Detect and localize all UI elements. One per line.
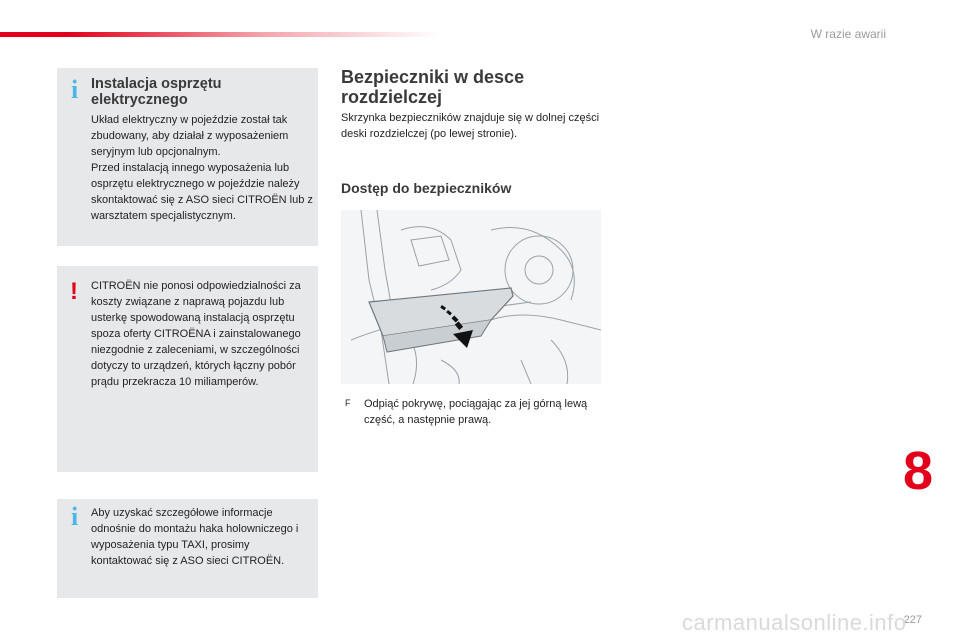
header-accent-bar xyxy=(0,32,440,37)
info-icon: i xyxy=(71,75,79,104)
info-box-title: Instalacja osprzętu elektrycznego xyxy=(91,76,222,108)
info-box-text: Układ elektryczny w pojeździe został tak zbudowany, aby działał z wyposażeniem seryjnym lub opcjonalnym. Przed instalacją innego wyposażenia lub osprzętu elektrycznego w pojeździe należy skontaktować się z ASO sieci CITROËN lub z warsztatem specjalistycznym. xyxy=(91,114,313,222)
dashboard-drawing xyxy=(341,210,601,384)
page-number: 227 xyxy=(903,614,922,626)
page-title: Bezpieczniki w desce rozdzielczej xyxy=(341,67,525,107)
chapter-number: 8 xyxy=(903,441,934,501)
dashboard-fuse-illustration xyxy=(341,210,601,384)
info-icon: i xyxy=(71,502,79,531)
step-text: Odpiąć pokrywę, pociągając za jej górną lewą część, a następnie prawą. xyxy=(364,398,588,426)
watermark: carmanualsonline.info xyxy=(682,610,907,635)
section-header: W razie awarii xyxy=(810,27,886,41)
intro-text: Skrzynka bezpieczników znajduje się w dolnej części deski rozdzielczej (po lewej stronie). xyxy=(341,112,600,140)
warning-icon: ! xyxy=(70,278,78,305)
warning-box xyxy=(57,266,318,472)
section-subtitle: Dostęp do bezpieczników xyxy=(341,180,512,196)
info-box-text: Aby uzyskać szczegółowe informacje odnośnie do montażu haka holowniczego i wyposażenia typu TAXI, prosimy kontaktować się z ASO sieci CITROËN. xyxy=(91,507,299,567)
warning-box-text: CITROËN nie ponosi odpowiedzialności za koszty związane z naprawą pojazdu lub usterkę spowodowaną instalacją osprzętu spoza oferty CITROËNA i zainstalowanego niezgodnie z zaleceniami, w szczególności dotyczy to urządzeń, których łączny pobór prądu przekracza 10 miliamperów. xyxy=(91,280,301,388)
info-box-electrical xyxy=(57,68,318,246)
info-box-towing xyxy=(57,499,318,598)
step-bullet-icon: F xyxy=(345,398,351,408)
